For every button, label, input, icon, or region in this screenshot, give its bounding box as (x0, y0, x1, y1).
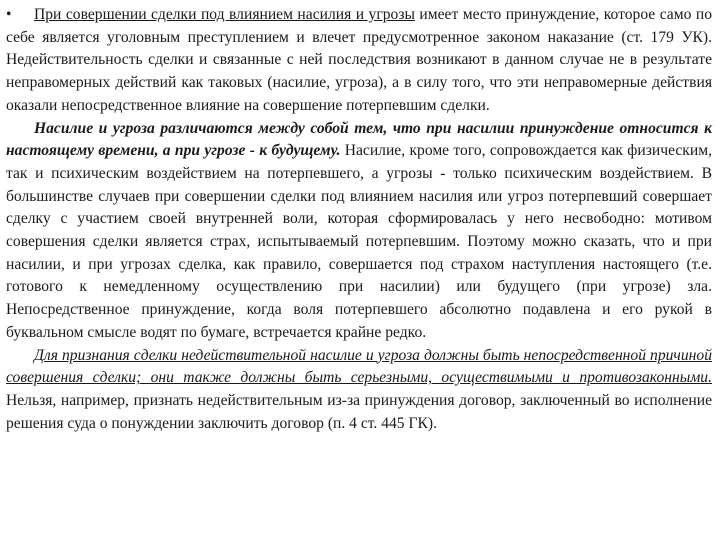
paragraph-1-underlined-lead: При совершении сделки под влиянием насилия и угрозы (34, 6, 415, 23)
paragraph-2-body: Насилие, кроме того, сопровождается как физическим, так и психическим воздействием на потерпевшего, а угрозы - только психическим воздействием. В большинстве случаев при совершении сделки под влиянием насилия или угроз потерпевший совершает сделку с участием своей внутренней воли, которая сформировалась у него несвободно: мотивом совершения сделки является страх, испытываемый потерпевшим. Поэтому можно сказать, что и при насилии, и при угрозах сделка, как правило, совершается под страхом наступления настоящего (т.е. готового к немедленному осуществлению при насилии) или будущего (при угрозе) зла. Непосредственное принуждение, когда воля потерпевшего абсолютно подавлена и его рукой в буквальном смысле водят по бумаге, встречается крайне редко. (6, 142, 712, 341)
document-page (6, 4, 712, 435)
paragraph-2-bold-italic-lead: Насилие и угроза различаются между собой тем, что при насилии принуждение относится к настоящему времени, а при угрозе - к будущему. (6, 119, 712, 160)
paragraph-2 (6, 118, 712, 345)
bullet-marker: • (6, 6, 12, 23)
paragraph-3-italic-underlined-lead: Для признания сделки недействительной насилие и угроза должны быть непосредственной причиной совершения сделки; они также должны быть серьезными, осуществимыми и противозаконными. (6, 346, 712, 387)
paragraph-1-body: имеет место принуждение, которое само по себе является уголовным преступлением и влечет предусмотренное законом наказание (ст. 179 УК). Недействительность сделки и связанные с ней последствия возникают в данном случае не в результате неправомерных действий как таковых (насилие, угроза), а в силу того, что эти неправомерные действия оказали непосредственное влияние на совершение потерпевшим сделки. (6, 6, 712, 114)
paragraph-3-body: Нельзя, например, признать недействительным из-за принуждения договор, заключенный во исполнение решения суда о понуждении заключить договор (п. 4 ст. 445 ГК). (6, 391, 712, 432)
paragraph-3 (6, 345, 712, 436)
paragraph-1 (6, 4, 712, 118)
